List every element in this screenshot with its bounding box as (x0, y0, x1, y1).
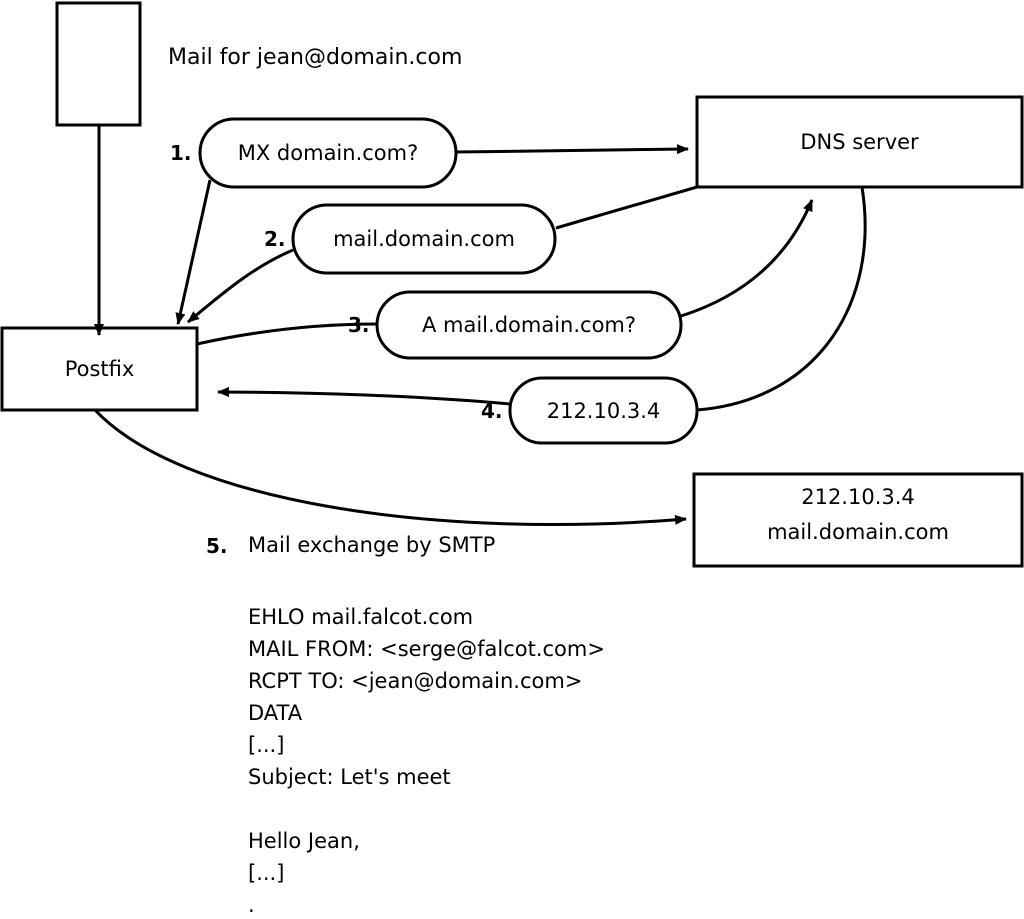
step-5-label: Mail exchange by SMTP (248, 533, 496, 557)
dns-label: DNS server (800, 130, 919, 154)
arrow-dns-to-step2 (556, 187, 697, 228)
source-box (57, 3, 140, 125)
arrow-step4-to-postfix (218, 392, 510, 404)
transcript-line: DATA (248, 701, 303, 725)
step-3-label: A mail.domain.com? (421, 313, 637, 337)
arrow-step2-to-postfix (188, 250, 293, 322)
transcript-line: MAIL FROM: <serge@falcot.com> (248, 637, 605, 661)
postfix-label: Postfix (64, 357, 135, 381)
transcript-line: [...] (248, 733, 285, 757)
mailserver-label-line2: mail.domain.com (767, 520, 949, 544)
arrow-postfix-to-step1 (178, 180, 210, 324)
step-3-number: 3. (348, 313, 370, 337)
transcript-line (248, 793, 605, 825)
step-1-label: MX domain.com? (237, 141, 419, 165)
mailserver-label-line1: 212.10.3.4 (801, 485, 915, 509)
transcript-line: [...] (248, 861, 285, 885)
step-4-number: 4. (481, 399, 503, 423)
arrow-step3-to-dns (681, 200, 812, 316)
step-2-number: 2. (264, 227, 286, 251)
mail-for-note: Mail for jean@domain.com (168, 45, 463, 70)
step-4-label: 212.10.3.4 (546, 398, 661, 423)
smtp-transcript (248, 601, 605, 919)
arrow-step1-to-dns (456, 149, 688, 152)
transcript-line: . (248, 893, 255, 917)
step-5-number: 5. (206, 534, 228, 558)
transcript-line: Subject: Let's meet (248, 765, 451, 789)
transcript-line: Hello Jean, (248, 829, 360, 853)
step-1-number: 1. (170, 141, 192, 165)
transcript-line: EHLO mail.falcot.com (248, 605, 474, 629)
transcript-line: RCPT TO: <jean@domain.com> (248, 669, 583, 693)
step-2-label: mail.domain.com (333, 227, 515, 251)
